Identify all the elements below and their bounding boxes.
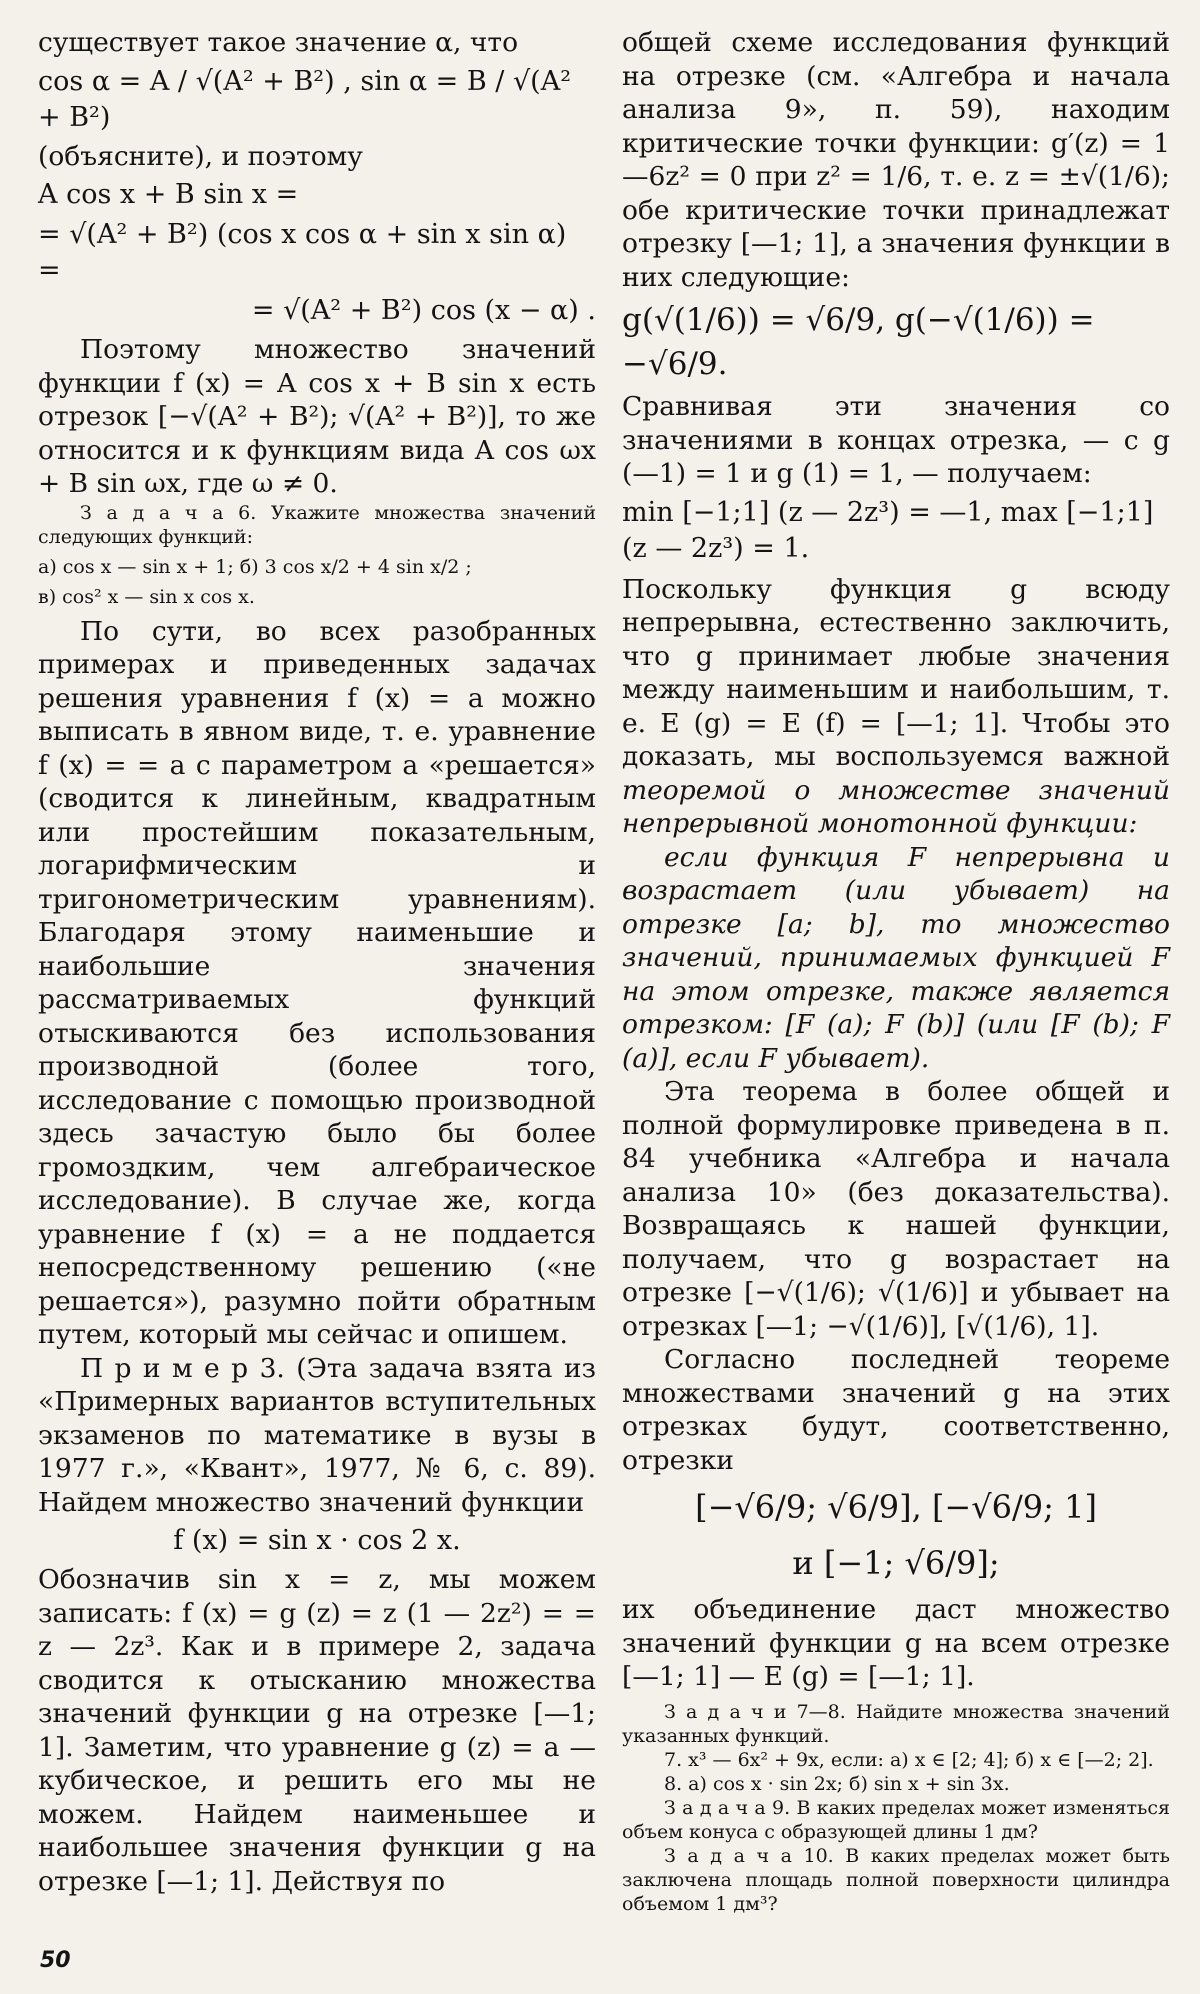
task-9: З а д а ч а 9. В каких пределах может изменяться объем конуса с образующей длины 1 дм? (622, 1796, 1170, 1843)
formula-segments: и [−1; √6/9]; (792, 1544, 1000, 1582)
right-column (622, 26, 1170, 1916)
paragraph: Обозначив sin x = z, мы можем записать: f (x) = g (z) = z (1 — 2z²) = = z — 2z³. Как и в примере 2, задача сводится к отысканию множества значений функции g на отрезке [—1; 1]. Заметим, что уравнение g (z) = a — кубическое, и решить его мы не можем. Найдем наименьшее и наибольшее значения функции g на отрезке [—1; 1]. Действуя по (38, 1564, 596, 1897)
task-10: З а д а ч а 10. В каких пределах может быть заключена площадь полной поверхности цилиндра объемом 1 дм³? (622, 1844, 1170, 1915)
tasks-7-8: З а д а ч и 7—8. Найдите множества значений указанных функций. (622, 1700, 1170, 1747)
formula-g-values: g(√(1/6)) = √6/9, g(−√(1/6)) = −√6/9. (622, 302, 1095, 382)
formula-line: = √(A² + B²) cos (x − α) . (251, 295, 596, 326)
formula-cos-sin-alpha: cos α = A / √(A² + B²) , sin α = B / √(A² + B²) (38, 65, 572, 133)
formula-min-max: min [−1;1] (z — 2z³) = —1, max [−1;1] (z — 2z³) = 1. (622, 496, 1154, 564)
formula-f-x: f (x) = sin x · cos 2 x. (173, 1525, 461, 1556)
paragraph: (объясните), и поэтому (38, 140, 363, 172)
paragraph: Согласно последней теореме множествами значений g на этих отрезках будут, соответственно, отрезки (622, 1344, 1170, 1476)
paragraph: Поэтому множество значений функции f (x) = A cos x + B sin x есть отрезок [−√(A² + B²); √(A² + B²)], то же относится и к функциям вида A cos ωx + B sin ωx, где ω ≠ 0. (38, 334, 596, 499)
left-column (38, 26, 596, 1898)
paragraph: существует такое значение α, что (38, 27, 519, 58)
text-run: Поскольку функция g всюду непрерывна, естественно заключить, что g принимает любые значения между наименьшим и наибольшим, т. е. E (g) = E (f) = [—1; 1]. Чтобы это доказать, мы воспользуемся важной (622, 573, 1170, 772)
paragraph: Эта теорема в более общей и полной формулировке приведена в п. 84 учебника «Алгебра и начала анализа 10» (без доказательства). Возвращаясь к нашей функции, получаем, что g возрастает на отрезке [−√(1/6); √(1/6)] и убывает на отрезках [—1; −√(1/6)], [√(1/6), 1]. (622, 1076, 1170, 1342)
page-number: 50 (40, 1948, 71, 1973)
task-6-items: а) cos x — sin x + 1; б) 3 cos x/2 + 4 sin x/2 ; (38, 555, 472, 578)
paragraph: По сути, во всех разобранных примерах и приведенных задачах решения уравнения f (x) = a можно выписать в явном виде, т. е. уравнение f (x) = = a с параметром a «решается» (сводится к линейным, квадратным или простейшим показательным, логарифмическим и тригонометрическим уравнениям). Благодаря этому наименьшие и наибольшие значения рассматриваемых функций отыскиваются без использования производной (более того, исследование с помощью производной здесь зачастую было бы более громоздким, чем алгебраическое исследование). В случае же, когда уравнение f (x) = a не поддается непосредственному решению («не решается»), разумно пойти обратным путем, который мы сейчас и опишем. (38, 615, 596, 1350)
paragraph: их объединение даст множество значений функции g на всем отрезке [—1; 1] — E (g) = [—1; 1]. (622, 1594, 1170, 1692)
task-8: 8. а) cos x · sin 2x; б) sin x + sin 3x. (664, 1772, 1010, 1795)
theorem-name: теоремой о множестве значений непрерывной монотонной функции: (622, 774, 1170, 839)
task-6-items: в) cos² x — sin x cos x. (38, 585, 255, 608)
theorem-statement: если функция F непрерывна и возрастает (или убывает) на отрезке [a; b], то множество значений, принимаемых функцией F на этом отрезке, также является отрезком: [F (a); F (b)] (или [F (b); F (a)], если F убывает). (622, 841, 1170, 1074)
formula-line: A cos x + B sin x = (38, 179, 299, 210)
example-3: П р и м е р 3. (Эта задача взята из «Примерных вариантов вступительных экзаменов по математике в вузы в 1977 г.», «Квант», 1977, № 6, с. 89). Найдем множество значений функции (38, 1352, 596, 1518)
formula-line: = √(A² + B²) (cos x cos α + sin x sin α) = (38, 219, 567, 286)
task-6: З а д а ч а 6. Укажите множества значений следующих функций: (38, 501, 596, 548)
paragraph: Сравнивая эти значения со значениями в концах отрезка, — с g (—1) = 1 и g (1) = 1, — получаем: (622, 391, 1170, 489)
task-7: 7. x³ — 6x² + 9x, если: а) x ∈ [2; 4]; б) x ∈ [—2; 2]. (664, 1748, 1154, 1771)
paragraph: общей схеме исследования функций на отрезке (см. «Алгебра и начала анализа 9», п. 59), находим критические точки функции: g′(z) = 1—6z² = 0 при z² = 1/6, т. е. z = ±√(1/6); обе критические точки принадлежат отрезку [—1; 1], а значения функции в них следующие: (622, 27, 1170, 293)
formula-segments: [−√6/9; √6/9], [−√6/9; 1] (695, 1488, 1097, 1526)
paragraph (622, 573, 1170, 841)
